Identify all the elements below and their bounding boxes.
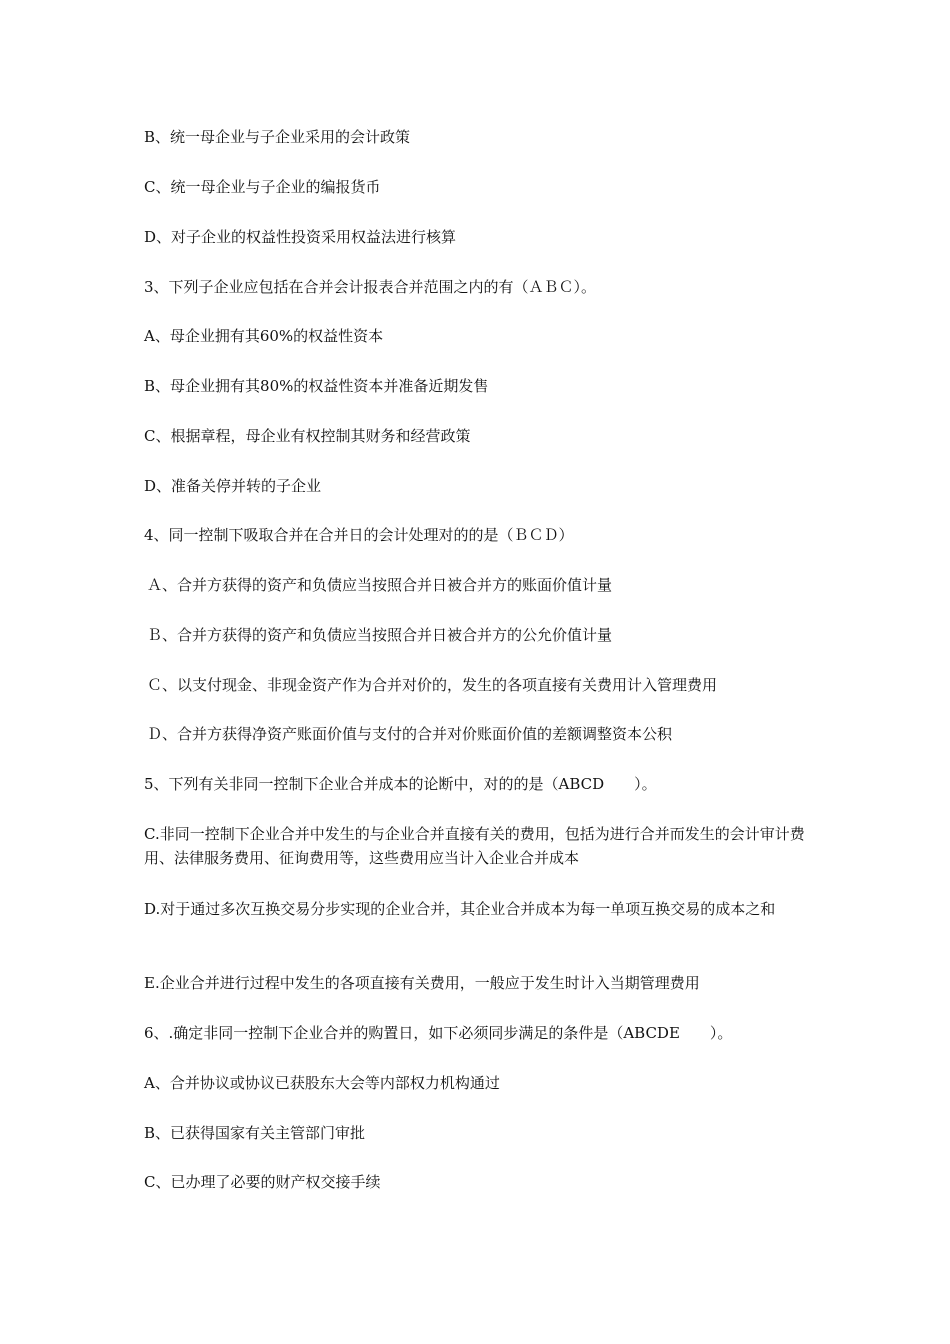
question-5-option-d: D.对于通过多次互换交易分步实现的企业合并，其企业合并成本为每一单项互换交易的成本之和 <box>144 900 776 918</box>
question-6-option-a: A、合并协议或协议已获股东大会等内部权力机构通过 <box>144 1074 500 1092</box>
question-3: 3、下列子企业应包括在合并会计报表合并范围之内的有（ＡＢＣ）。 <box>144 278 597 296</box>
question-6-option-c: C、已办理了必要的财产权交接手续 <box>144 1173 381 1191</box>
option-c-unify-reporting-currency: C、统一母企业与子企业的编报货币 <box>144 178 381 196</box>
question-3-option-c: C、根据章程，母企业有权控制其财务和经营政策 <box>144 427 471 445</box>
question-3-option-a: A、母企业拥有其60%的权益性资本 <box>144 327 384 345</box>
question-4-option-c: Ｃ、以支付现金、非现金资产作为合并对价的，发生的各项直接有关费用计入管理费用 <box>147 676 718 694</box>
question-5-option-c: C.非同一控制下企业合并中发生的与企业合并直接有关的费用，包括为进行合并而发生的会计审计费用、法律服务费用、征询费用等，这些费用应当计入企业合并成本 <box>144 825 805 867</box>
question-4: 4、同一控制下吸取合并在合并日的会计处理对的的是（ＢＣＤ） <box>144 526 574 544</box>
option-d-equity-method: D、对子企业的权益性投资采用权益法进行核算 <box>144 228 457 246</box>
question-3-option-d: D、准备关停并转的子企业 <box>144 477 322 495</box>
question-5: 5、下列有关非同一控制下企业合并成本的论断中，对的的是（ABCD ）。 <box>144 775 657 793</box>
question-5-option-e: E.企业合并进行过程中发生的各项直接有关费用，一般应于发生时计入当期管理费用 <box>144 974 700 992</box>
question-4-option-a: Ａ、合并方获得的资产和负债应当按照合并日被合并方的账面价值计量 <box>147 576 613 594</box>
option-b-unify-accounting-policy: B、统一母企业与子企业采用的会计政策 <box>144 128 411 146</box>
question-4-option-b: Ｂ、合并方获得的资产和负债应当按照合并日被合并方的公允价值计量 <box>147 626 613 644</box>
question-3-option-b: B、母企业拥有其80%的权益性资本并准备近期发售 <box>144 377 489 395</box>
question-6: 6、.确定非同一控制下企业合并的购置日，如下必须同步满足的条件是（ABCDE ）。 <box>144 1024 733 1042</box>
question-4-option-d: Ｄ、合并方获得净资产账面价值与支付的合并对价账面价值的差额调整资本公积 <box>147 725 673 743</box>
question-6-option-b: B、已获得国家有关主管部门审批 <box>144 1124 366 1142</box>
